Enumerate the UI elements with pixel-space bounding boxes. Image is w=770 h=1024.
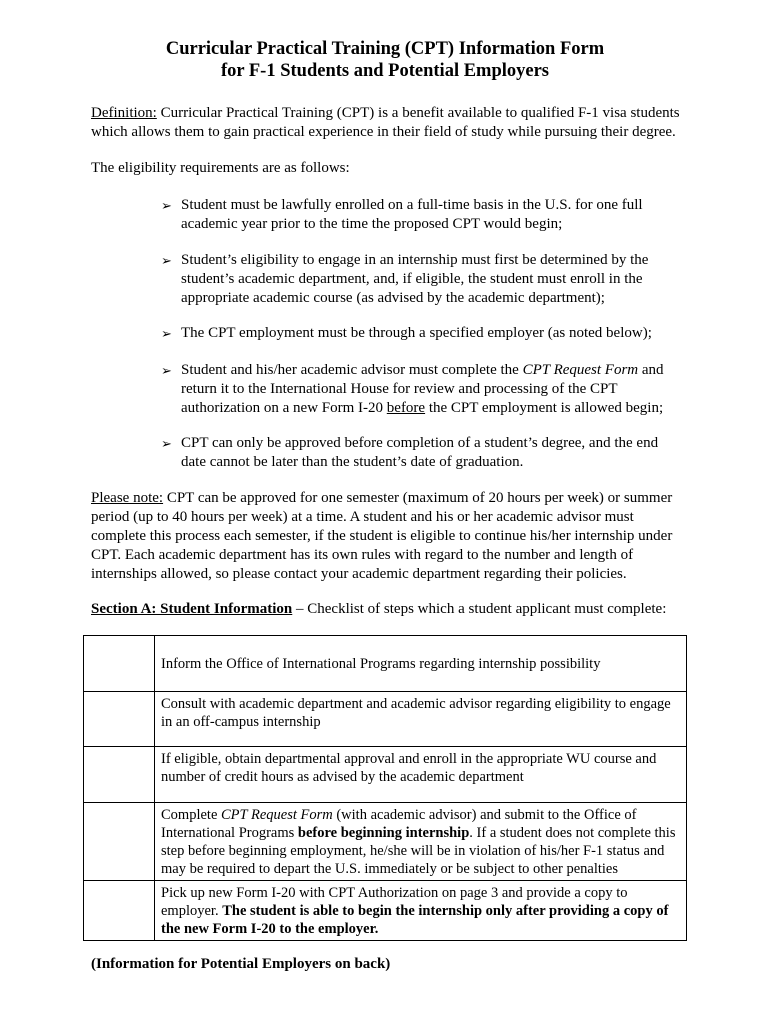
table-row <box>84 692 687 747</box>
definition-text: Curricular Practical Training (CPT) is a benefit available to qualified F-1 visa students which allows them to gain practical experience in their field of study while pursuing their degree. <box>91 105 680 140</box>
checklist-step-text: Complete CPT Request Form (with academic advisor) and submit to the Office of International Programs before beginning internship. If a student does not complete this step before beginning employment, he/she will be in violation of his/her F-1 status and may be required to depart the U.S. immediately or be subject to other penalties <box>155 803 687 881</box>
table-row <box>84 803 687 881</box>
form-title <box>0 38 770 82</box>
requirement-text: CPT can only be approved before completion of a student’s degree, and the end date cannot be later than the student’s date of graduation. <box>181 435 659 470</box>
checklist-step-text: Inform the Office of International Programs regarding internship possibility <box>155 636 687 692</box>
checklist-step-text: Consult with academic department and academic advisor regarding eligibility to engage in an off-campus internship <box>155 692 687 747</box>
section-a-subtitle: – Checklist of steps which a student applicant must complete: <box>292 601 667 617</box>
requirement-text: The CPT employment must be through a specified employer (as noted below); <box>181 325 652 341</box>
checklist-step-text: If eligible, obtain departmental approval and enroll in the appropriate WU course and number of credit hours as advised by the academic department <box>155 747 687 803</box>
form-title-line-2: for F-1 Students and Potential Employers <box>220 61 550 81</box>
employer-info-footer: (Information for Potential Employers on back) <box>91 956 391 972</box>
requirement-text: Student and his/her academic advisor must complete the CPT Request Form and return it to the International House for review and processing of the CPT authorization on a new Form I-20 before the CPT employment is allowed begin; <box>181 362 664 416</box>
section-a-heading <box>91 600 711 619</box>
section-a-title: Section A: Student Information <box>91 601 293 617</box>
arrow-bullet-icon: ➢ <box>161 436 172 451</box>
arrow-bullet-icon: ➢ <box>161 363 172 378</box>
form-title-line-1: Curricular Practical Training (CPT) Information Form <box>165 39 605 59</box>
note-paragraph <box>91 489 691 584</box>
arrow-bullet-icon: ➢ <box>161 253 172 268</box>
checkbox-cell[interactable] <box>84 692 155 747</box>
student-checklist-table <box>83 635 687 941</box>
checkbox-cell[interactable] <box>84 803 155 881</box>
checkbox-cell[interactable] <box>84 636 155 692</box>
table-row <box>84 747 687 803</box>
requirement-text: Student’s eligibility to engage in an internship must first be determined by the student’s academic department, and, if eligible, the student must enroll in the appropriate academic course (as advised by the academic department); <box>181 252 649 306</box>
note-text: CPT can be approved for one semester (maximum of 20 hours per week) or summer period (up to 40 hours per week) at a time. A student and his or her academic advisor must complete this process each semester, if the student is eligible to continue his/her internship under CPT. Each academic department has its own rules with regard to the number and length of internships allowed, so please contact your academic department regarding their policies. <box>91 490 673 582</box>
definition-label: Definition: <box>91 105 157 121</box>
eligibility-intro: The eligibility requirements are as follows: <box>91 160 350 176</box>
definition-paragraph <box>91 104 691 142</box>
checkbox-cell[interactable] <box>84 747 155 803</box>
table-row <box>84 636 687 692</box>
table-row <box>84 881 687 941</box>
requirement-text: Student must be lawfully enrolled on a full-time basis in the U.S. for one full academic year prior to the time the proposed CPT would begin; <box>181 197 643 232</box>
note-label: Please note: <box>91 490 164 506</box>
arrow-bullet-icon: ➢ <box>161 326 172 341</box>
checklist-step-text: Pick up new Form I-20 with CPT Authorization on page 3 and provide a copy to employer. The student is able to begin the internship only after providing a copy of the new Form I-20 to the employer. <box>155 881 687 941</box>
arrow-bullet-icon: ➢ <box>161 198 172 213</box>
checkbox-cell[interactable] <box>84 881 155 941</box>
cpt-request-form-title: CPT Request Form <box>522 362 639 378</box>
